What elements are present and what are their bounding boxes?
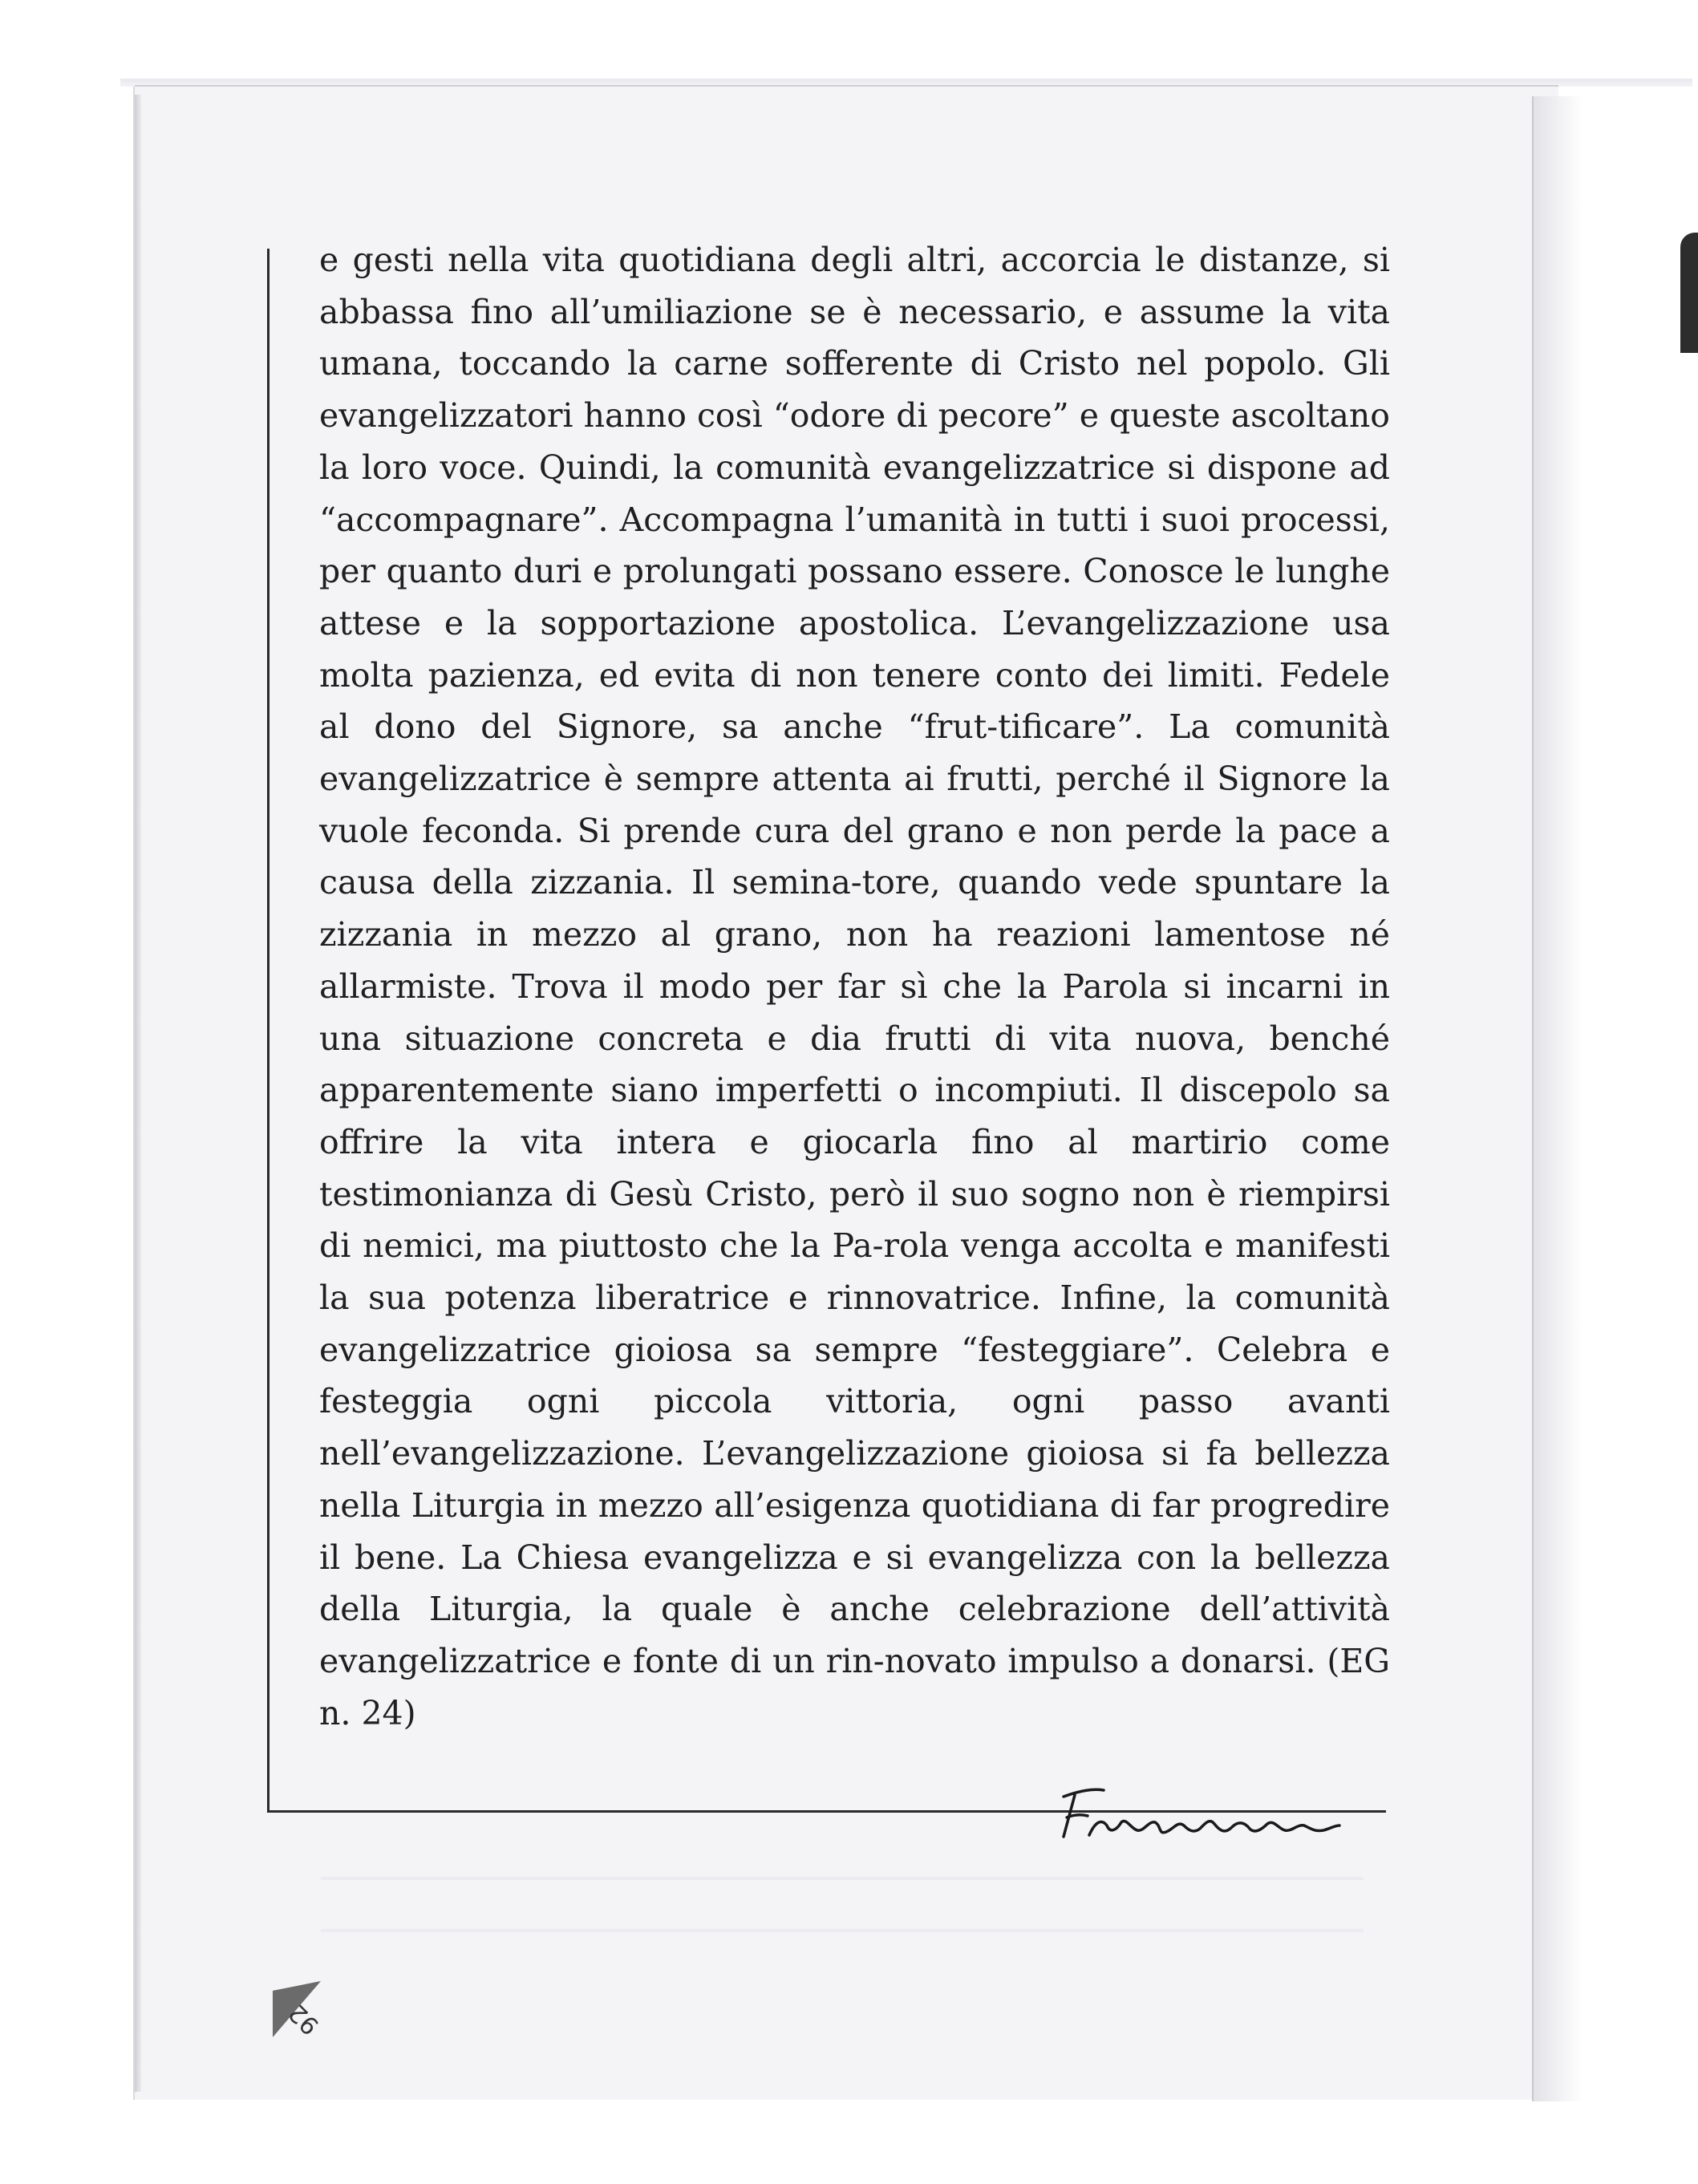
page-top-edge [120,79,1692,87]
signature-franciscus [1057,1773,1346,1849]
bleed-through-line [321,1929,1364,1932]
body-paragraph: e gesti nella vita quotidiana degli altri, accorcia le distanze, si abbassa fino all’umiliazione se è necessario, e assume la vita umana, toccando la carne sofferente di Cristo nel popolo. Gli evangelizzatori hanno così “odore di pecore” e queste ascoltano la loro voce. Quindi, la comunità evangelizzatrice si dispone ad “accompagnare”. Accompagna l’umanità in tutti i suoi processi, per quanto duri e prolungati possano essere. Conosce le lunghe attese e la sopportazione apostolica. L’evangelizzazione usa molta pazienza, ed evita di non tenere conto dei limiti. Fedele al dono del Signore, sa anche “frut-tificare”. La comunità evangelizzatrice è sempre attenta ai frutti, perché il Signore la vuole feconda. Si prende cura del grano e non perde la pace a causa della zizzania. Il semina-tore, quando vede spuntare la zizzania in mezzo al grano, non ha reazioni lamentose né allarmiste. Trova il modo per far sì che la Parola si incarni in una situazione concreta e dia frutti di vita nuova, benché apparentemente siano imperfetti o incompiuti. Il discepolo sa offrire la vita intera e giocarla fino al martirio come testimonianza di Gesù Cristo, però il suo sogno non è riempirsi di nemici, ma piuttosto che la Pa-rola venga accolta e manifesti la sua potenza liberatrice e rinnovatrice. Infine, la comunità evangelizzatrice gioiosa sa sempre “festeggiare”. Celebra e festeggia ogni piccola vittoria, ogni passo avanti nell’evangelizzazione. L’evangelizzazione gioiosa si fa bellezza nella Liturgia in mezzo all’esigenza quotidiana di far progredire il bene. La Chiesa evangelizza e si evangelizza con la bellezza della Liturgia, la quale è anche celebrazione dell’attività evangelizzatrice e fonte di un rin-novato impulso a donarsi. (EG n. 24) [319,241,1390,1732]
page-number: 92 [283,1998,325,2040]
facing-page-dark-mark [1680,233,1698,353]
facing-page-edge [1532,96,1698,2101]
bleed-through-line [321,1877,1364,1880]
page-left-edge [135,95,141,2092]
text-frame-left-rule [267,249,269,1813]
